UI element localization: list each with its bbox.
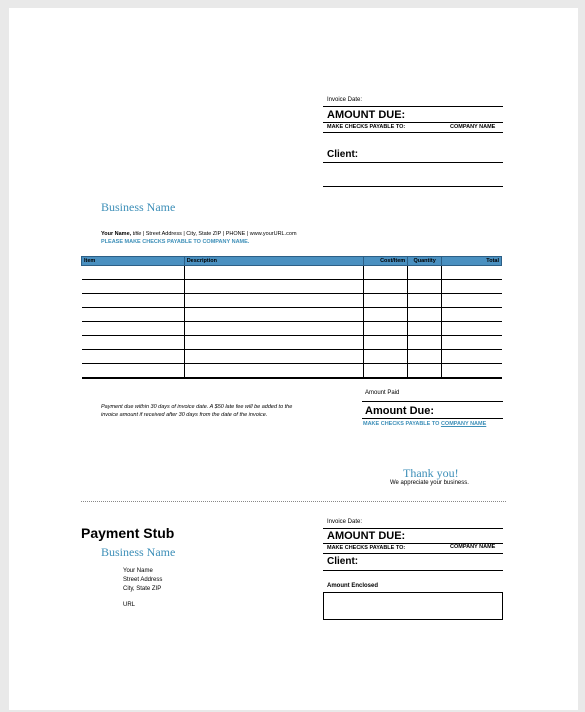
table-row bbox=[82, 322, 502, 336]
amount-paid-label: Amount Paid bbox=[365, 390, 400, 396]
table-cell[interactable] bbox=[82, 280, 185, 294]
divider bbox=[323, 132, 503, 133]
divider bbox=[323, 528, 503, 529]
title-text: title bbox=[132, 231, 142, 237]
table-cell[interactable] bbox=[442, 294, 502, 308]
stub-amount-due-label: AMOUNT DUE: bbox=[327, 530, 406, 542]
header-quantity: Quantity bbox=[408, 257, 442, 266]
table-row bbox=[82, 308, 502, 322]
stub-title: Payment Stub bbox=[81, 525, 175, 541]
table-cell[interactable] bbox=[184, 266, 364, 280]
table-cell[interactable] bbox=[364, 336, 408, 350]
table-cell[interactable] bbox=[408, 294, 442, 308]
payable-note: PLEASE MAKE CHECKS PAYABLE TO COMPANY NAME. bbox=[101, 239, 250, 245]
table-row bbox=[82, 280, 502, 294]
table-cell[interactable] bbox=[442, 266, 502, 280]
table-cell[interactable] bbox=[82, 350, 185, 364]
header-item: Item bbox=[82, 257, 185, 266]
table-cell[interactable] bbox=[364, 308, 408, 322]
table-cell[interactable] bbox=[82, 294, 185, 308]
table-cell[interactable] bbox=[82, 336, 185, 350]
address-line: City, State ZIP bbox=[123, 586, 162, 592]
divider bbox=[323, 162, 503, 163]
table-cell[interactable] bbox=[184, 308, 364, 322]
address-line: Your Name bbox=[123, 568, 153, 574]
business-name: Business Name bbox=[101, 200, 176, 214]
table-row bbox=[82, 336, 502, 350]
header-total: Total bbox=[442, 257, 502, 266]
stub-client-label: Client: bbox=[327, 556, 359, 567]
payment-terms-line: invoice amount if received after 30 days from the date of the invoice. bbox=[101, 412, 268, 418]
table-cell[interactable] bbox=[184, 294, 364, 308]
table-row bbox=[82, 350, 502, 364]
divider bbox=[323, 553, 503, 554]
stub-company-name: COMPANY NAME bbox=[450, 544, 496, 550]
table-cell[interactable] bbox=[184, 364, 364, 379]
table-cell[interactable] bbox=[82, 266, 185, 280]
company-name-link: COMPANY NAME bbox=[440, 421, 487, 427]
header-description: Description bbox=[184, 257, 364, 266]
table-cell[interactable] bbox=[364, 322, 408, 336]
items-table bbox=[81, 256, 502, 379]
table-cell[interactable] bbox=[184, 322, 364, 336]
table-cell[interactable] bbox=[82, 308, 185, 322]
table-cell[interactable] bbox=[364, 280, 408, 294]
stub-make-checks-label: MAKE CHECKS PAYABLE TO: bbox=[327, 545, 406, 551]
table-cell[interactable] bbox=[408, 350, 442, 364]
table-cell[interactable] bbox=[442, 280, 502, 294]
amount-enclosed-field[interactable] bbox=[323, 592, 503, 620]
header-cost: Cost/Item bbox=[364, 257, 408, 266]
table-cell[interactable] bbox=[442, 308, 502, 322]
cut-line bbox=[81, 501, 506, 502]
divider bbox=[323, 122, 503, 123]
divider bbox=[362, 401, 503, 402]
table-cell[interactable] bbox=[408, 280, 442, 294]
stub-business-name: Business Name bbox=[101, 545, 176, 559]
table-cell[interactable] bbox=[364, 266, 408, 280]
table-cell[interactable] bbox=[82, 364, 185, 379]
table-cell[interactable] bbox=[408, 308, 442, 322]
table-cell[interactable] bbox=[364, 364, 408, 379]
table-cell[interactable] bbox=[184, 350, 364, 364]
thank-you: Thank you! bbox=[403, 466, 459, 480]
table-cell[interactable] bbox=[364, 294, 408, 308]
table-cell[interactable] bbox=[442, 364, 502, 379]
make-checks-label: MAKE CHECKS PAYABLE TO: bbox=[327, 124, 406, 130]
footer-amount-due-label: Amount Due: bbox=[365, 405, 435, 417]
contact-info: | Street Address | City, State ZIP | PHONE | www.yourURL.com bbox=[142, 231, 297, 237]
table-row bbox=[82, 364, 502, 379]
divider bbox=[323, 186, 503, 187]
invoice-date-label: Invoice Date: bbox=[327, 97, 363, 103]
table-cell[interactable] bbox=[364, 350, 408, 364]
divider bbox=[323, 106, 503, 107]
client-label: Client: bbox=[327, 149, 359, 160]
address-line: Street Address bbox=[123, 577, 163, 583]
your-name: Your Name, bbox=[101, 231, 132, 237]
table-cell[interactable] bbox=[408, 364, 442, 379]
stub-address bbox=[123, 567, 162, 594]
business-info bbox=[101, 231, 297, 238]
table-cell[interactable] bbox=[442, 322, 502, 336]
invoice-page bbox=[9, 8, 578, 710]
table-row bbox=[82, 266, 502, 280]
divider bbox=[323, 570, 503, 571]
divider bbox=[362, 418, 503, 419]
table-cell[interactable] bbox=[408, 322, 442, 336]
table-cell[interactable] bbox=[82, 322, 185, 336]
stub-url: URL bbox=[123, 602, 136, 608]
payment-terms bbox=[101, 403, 292, 419]
table-cell[interactable] bbox=[408, 336, 442, 350]
table-cell[interactable] bbox=[442, 350, 502, 364]
footer-make-checks bbox=[363, 421, 486, 427]
amount-due-label: AMOUNT DUE: bbox=[327, 109, 406, 121]
table-cell[interactable] bbox=[408, 266, 442, 280]
table-cell[interactable] bbox=[184, 280, 364, 294]
payment-terms-line: Payment due within 30 days of invoice date. A $50 late fee will be added to the bbox=[101, 404, 293, 410]
table-row bbox=[82, 294, 502, 308]
stub-invoice-date-label: Invoice Date: bbox=[327, 519, 363, 525]
appreciate-text: We appreciate your business. bbox=[390, 480, 469, 486]
company-name: COMPANY NAME bbox=[450, 124, 496, 130]
table-cell[interactable] bbox=[442, 336, 502, 350]
table-header-row bbox=[82, 257, 502, 266]
amount-enclosed-label: Amount Enclosed bbox=[327, 583, 379, 589]
make-checks-prefix: MAKE CHECKS PAYABLE TO bbox=[363, 421, 440, 427]
table-cell[interactable] bbox=[184, 336, 364, 350]
